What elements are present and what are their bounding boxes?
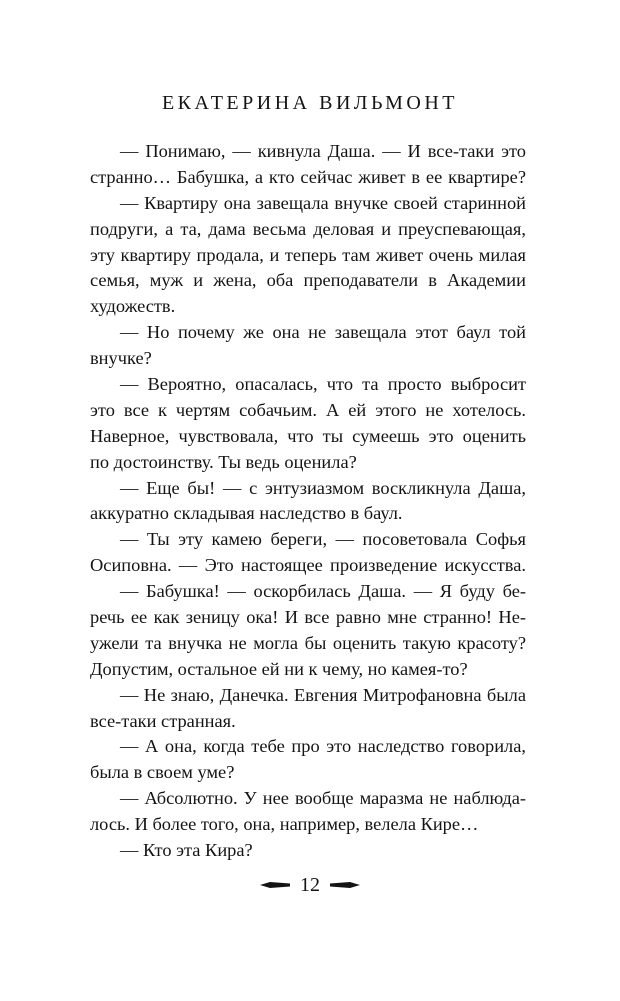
text-line: Осиповна. — Это настоящее произведение искусства.: [90, 555, 526, 576]
text-line: внучке?: [90, 348, 152, 369]
page-footer: [0, 868, 620, 902]
text-line: — Кто эта Кира?: [120, 840, 253, 861]
running-header-author: ЕКАТЕРИНА ВИЛЬМОНТ: [161, 92, 459, 114]
text-line: лось. И более того, она, например, велела Кире…: [90, 814, 479, 835]
text-line: это все к чертям собачьим. А ей этого не хотелось.: [90, 399, 526, 420]
text-line: странно… Бабушка, а кто сейчас живет в ее квартире?: [90, 166, 526, 187]
text-line: Допустим, остальное ей ни к чему, но камея-то?: [90, 658, 468, 679]
text-line: по достоинству. Ты ведь оценила?: [90, 451, 357, 472]
right-ornament-icon: [330, 878, 360, 892]
text-line: аккуратно складывая наследство в баул.: [90, 503, 403, 524]
text-line: Наверное, чувствовала, что ты сумеешь это оценить: [90, 425, 526, 446]
text-line: — Не знаю, Данечка. Евгения Митрофановна была: [120, 684, 526, 705]
left-ornament-icon: [260, 878, 290, 892]
text-line: — Понимаю, — кивнула Даша. — И все-таки это: [120, 141, 526, 161]
text-line: — А она, когда тебе про это наследство говорила,: [120, 736, 526, 757]
text-line: речь ее как зеницу ока! И все равно мне странно! Не-: [90, 607, 526, 628]
text-line: подруги, а та, дама весьма деловая и преуспевающая,: [90, 218, 526, 239]
text-line: — Вероятно, опасалась, что та просто выбросит: [120, 374, 526, 395]
text-line: — Абсолютно. У нее вообще маразма не наблюда-: [120, 788, 526, 809]
text-line: — Еще бы! — с энтузиазмом воскликнула Даша,: [120, 477, 526, 498]
body-text: [90, 139, 526, 864]
text-line: была в своем уме?: [90, 762, 235, 783]
text-line: — Ты эту камею береги, — посоветовала Софья: [120, 529, 526, 550]
text-line: — Но почему же она не завещала этот баул той: [120, 322, 526, 343]
text-line: художеств.: [90, 296, 176, 317]
text-line: эту квартиру продала, и теперь там живет очень милая: [90, 244, 526, 265]
text-line: ужели та внучка не могла бы оценить такую красоту?: [90, 632, 526, 653]
text-line: — Бабушка! — оскорбилась Даша. — Я буду бе-: [120, 581, 526, 602]
text-line: — Квартиру она завещала внучке своей старинной: [120, 192, 526, 213]
text-line: все-таки странная.: [90, 710, 236, 731]
page-number: 12: [300, 873, 320, 896]
text-line: семья, муж и жена, оба преподаватели в Академии: [90, 270, 526, 291]
